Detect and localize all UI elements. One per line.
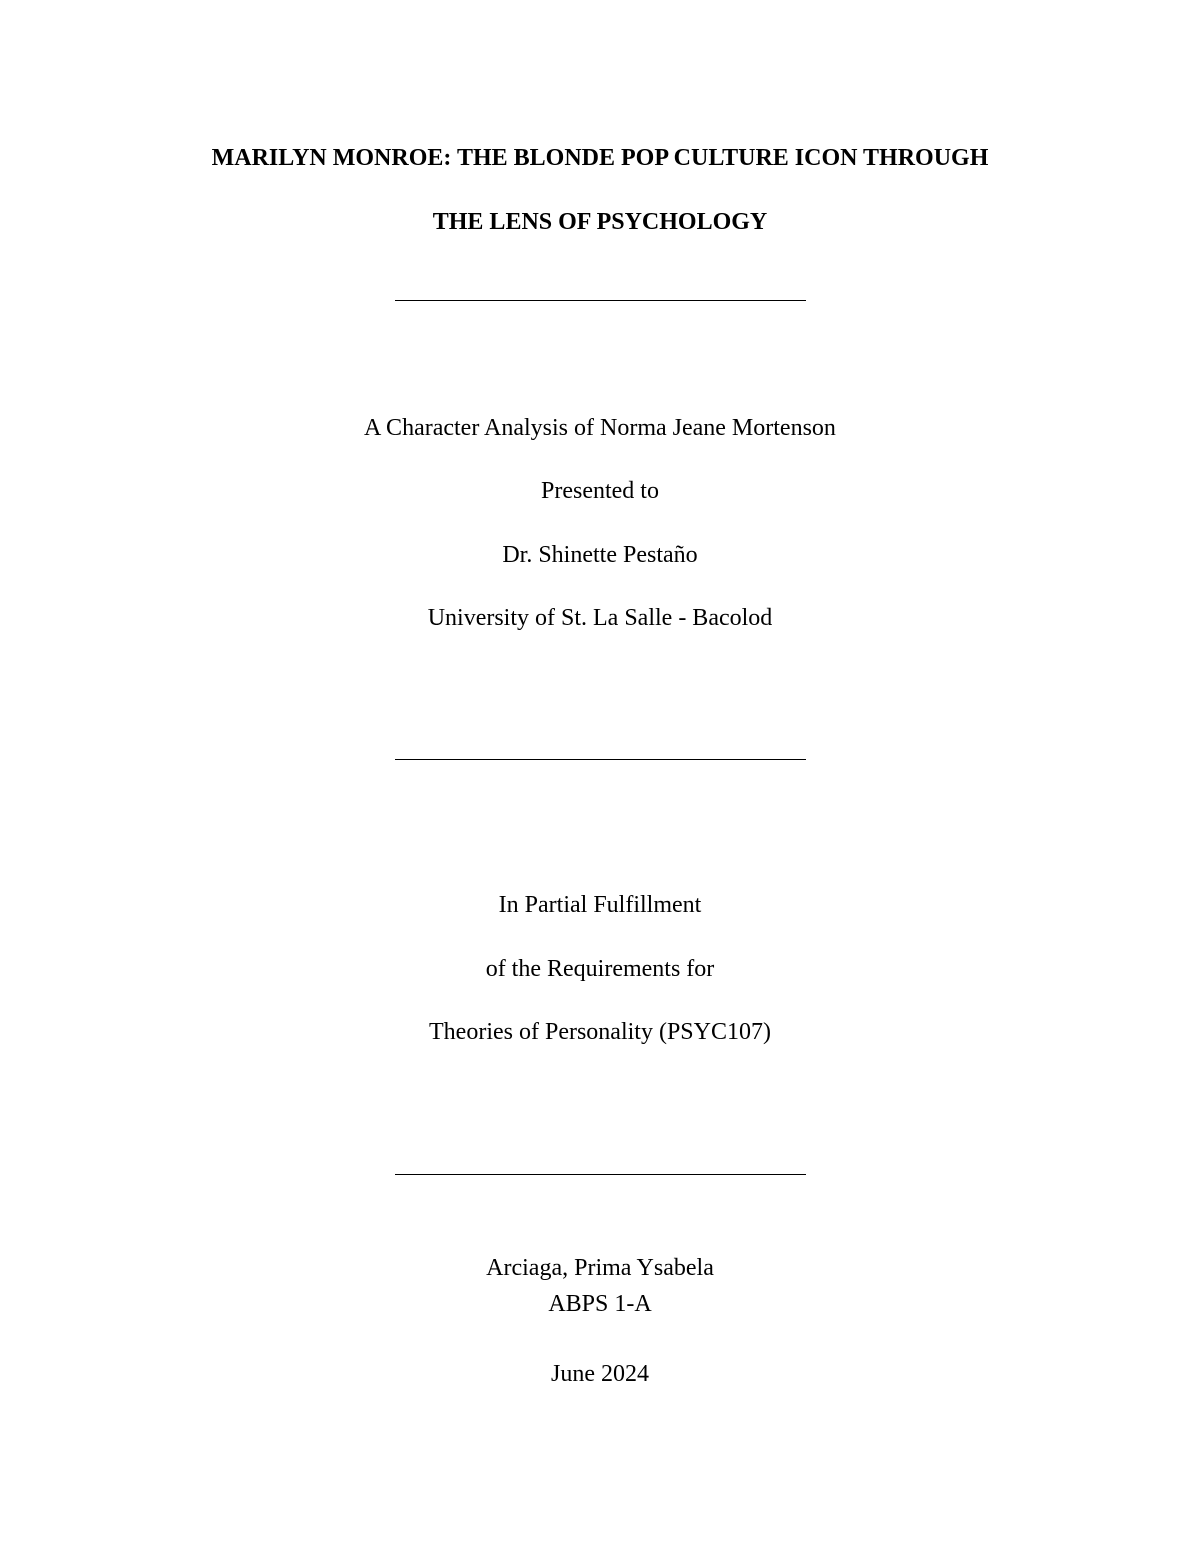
instructor-name: Dr. Shinette Pestaño bbox=[502, 542, 698, 568]
author-name: Arciaga, Prima Ysabela bbox=[486, 1255, 714, 1281]
divider-rule bbox=[395, 1174, 806, 1175]
presented-to-label: Presented to bbox=[541, 478, 659, 504]
document-subtitle: A Character Analysis of Norma Jeane Mortenson bbox=[364, 415, 836, 441]
fulfillment-line-1: In Partial Fulfillment bbox=[498, 892, 702, 918]
university-name: University of St. La Salle - Bacolod bbox=[427, 605, 773, 631]
submission-date: June 2024 bbox=[551, 1361, 649, 1387]
course-name: Theories of Personality (PSYC107) bbox=[429, 1019, 771, 1045]
divider-rule bbox=[395, 759, 806, 760]
title-line-2: THE LENS OF PSYCHOLOGY bbox=[432, 209, 768, 235]
title-line-1: MARILYN MONROE: THE BLONDE POP CULTURE ICON THROUGH bbox=[211, 145, 989, 171]
fulfillment-line-2: of the Requirements for bbox=[485, 956, 715, 982]
author-section: ABPS 1-A bbox=[548, 1291, 652, 1317]
divider-rule bbox=[395, 300, 806, 301]
